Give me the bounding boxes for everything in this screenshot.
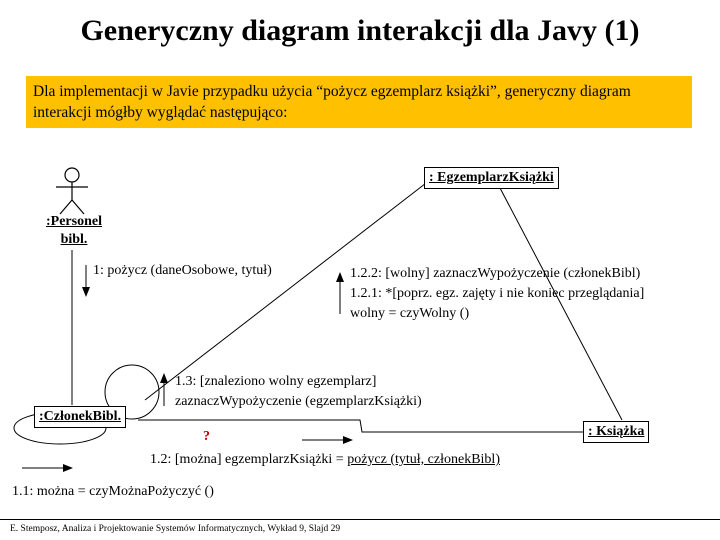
message-1-1: 1.1: można = czyMożnaPożyczyć () xyxy=(12,484,214,499)
intro-text: Dla implementacji w Javie przypadku użycia “pożycz egzemplarz książki”, generyczny diagram interakcji mógłby wyglądać następująco: xyxy=(26,76,692,128)
page-title: Generyczny diagram interakcji dla Javy (1) xyxy=(80,14,640,47)
link-egzemplarz-ksiazka xyxy=(500,188,622,420)
actor-label-line1: :Personel xyxy=(46,214,102,229)
actor-label-line2: bibl. xyxy=(60,232,88,247)
object-egzemplarz-ksiazki: : EgzemplarzKsiążki xyxy=(424,167,559,189)
footer: E. Stemposz, Analiza i Projektowanie Systemów Informatycznych, Wykład 9, Slajd 29 xyxy=(10,524,341,534)
message-1-2 xyxy=(150,451,500,469)
message-1-2-2: 1.2.2: [wolny] zaznaczWypożyczenie (członekBibl) xyxy=(350,266,641,281)
message-1-3-call: zaznaczWypożyczenie (egzemplarzKsiążki) xyxy=(175,394,422,409)
footer-rule xyxy=(0,519,720,520)
object-ksiazka: : Książka xyxy=(583,421,649,443)
message-1-2-1-guard: 1.2.1: *[poprz. egz. zajęty i nie koniec przeglądania] xyxy=(350,286,645,301)
actor-figure xyxy=(56,168,88,214)
message-1-2-call: pożycz (tytuł, członekBibl) xyxy=(347,452,500,467)
object-czlonek-bibl: :CzłonekBibl. xyxy=(34,406,126,428)
message-1-2-1-call: wolny = czyWolny () xyxy=(350,306,470,321)
message-1-3-guard: 1.3: [znaleziono wolny egzemplarz] xyxy=(175,374,377,389)
message-1: 1: pożycz (daneOsobowe, tytuł) xyxy=(93,263,272,278)
question-mark: ? xyxy=(203,429,210,444)
message-1-2-prefix: 1.2: [można] egzemplarzKsiążki = xyxy=(150,452,348,467)
